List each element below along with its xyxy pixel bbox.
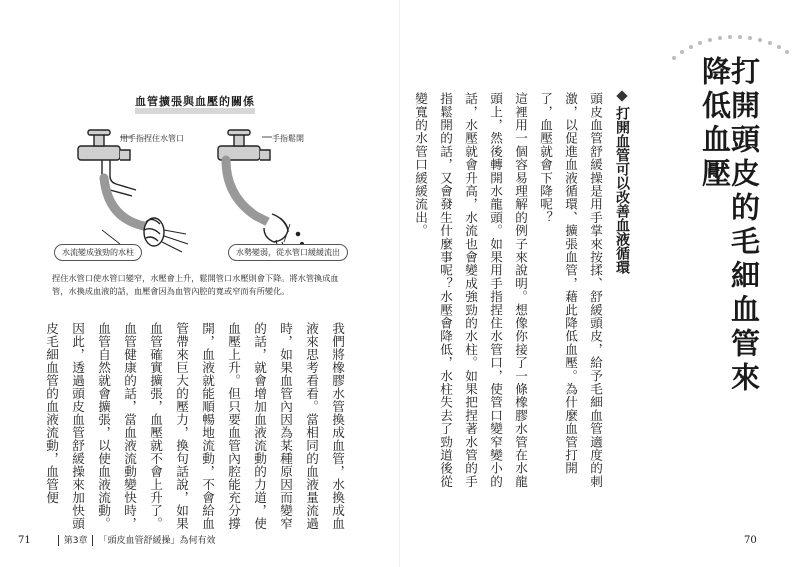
- figure-title: 血管擴張與血壓的關係: [135, 96, 255, 114]
- callout-line-left: [102, 230, 120, 244]
- left-page: [0, 0, 399, 567]
- figure-caption: 捏住水管口使水管口變窄，水壓會上升，鬆開管口水壓則會下降。將水管換成血管，水換成血液的話，血壓會因為血管內腔的寬或窄而有所變化。: [52, 273, 339, 296]
- section-heading: [615, 92, 629, 362]
- diamond-bullet-icon: [616, 90, 627, 101]
- right-body-text: [413, 92, 608, 492]
- callout-strong-stream: 水流變成強勁的水柱: [54, 244, 142, 261]
- right-page: [400, 0, 799, 567]
- chapter-title: 「頭皮血管舒緩操」為何有效: [98, 536, 216, 546]
- paragraph-2: 這裡用一個容易理解的例子來說明。想像你接了一條橡膠水管在水龍頭上，然後轉開水龍頭。如果用手指捏住水管口，使管口變窄變小的話，水壓就會升高，水流也會變成強勁的水柱。如果把捏著水管的手指鬆開的話，又會發生什麼事呢？水壓會降低，水柱失去了勁道後從變寬的水管口緩緩流出。: [413, 92, 528, 488]
- page-number-left: 71: [18, 535, 31, 546]
- chapter-label: 第3章: [63, 536, 88, 546]
- faucet-illustration: [50, 118, 350, 268]
- left-body-text: 我們將橡膠水管換成血管，水換成血液來思考看看。當相同的血液量流過時，如果血管內因為某種原因而變窄的話，就會增加血液流動的力道，使血壓上升。但只要血管內腔能充分撐開，血液就能順暢地流動，不會給血管帶來巨大的壓力，換句話說，如果血管確實擴張，血壓就不會上升了。血管健康的話，當血液流動變快時，血管自然就會擴張，以使血液流動。因此，透過頭皮血管舒緩操來加快頭皮毛細血管的血液流動，血管便: [44, 322, 345, 530]
- callout-weak-stream: 水勢變弱，從水管口緩緩流出: [228, 244, 348, 261]
- label-release: 手指鬆開: [272, 134, 304, 143]
- footer-divider: [58, 535, 59, 546]
- faucet-left-icon: [78, 130, 188, 252]
- page-number-right: 70: [744, 535, 757, 546]
- footer-divider: [92, 535, 93, 546]
- section-heading-text: 打開血管可以改善血液循環: [614, 106, 630, 274]
- left-footer: [18, 533, 215, 546]
- page-title: 打開頭皮的毛細血管來降低血壓: [698, 56, 761, 396]
- label-pinch: 用手指捏住水管口: [120, 134, 184, 143]
- faucet-right-icon: [218, 130, 303, 254]
- paragraph-1: 頭皮血管舒緩操是用手掌來按揉、舒緩頭皮，給予毛細血管適度的刺激，以促進血液循環、擴張血管，藉此降低血壓。為什麼血管打開了，血壓就會下降呢？: [538, 92, 603, 488]
